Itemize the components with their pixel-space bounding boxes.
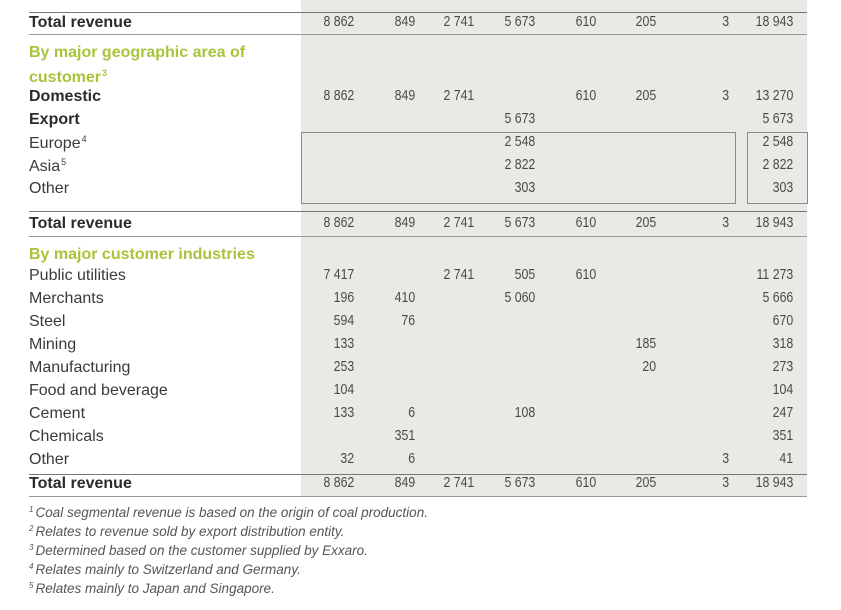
cell-value: 610 <box>575 215 596 231</box>
row-label: Merchants <box>29 290 104 307</box>
row-label: Export <box>29 111 80 128</box>
row-label: Domestic <box>29 88 102 105</box>
cell-value: 3 <box>722 475 729 491</box>
cell-value: 196 <box>333 290 354 306</box>
row-label: Manufacturing <box>29 359 131 376</box>
footnotes <box>29 502 629 597</box>
cell-value: 5 673 <box>504 14 535 30</box>
cell-value: 303 <box>514 180 535 196</box>
footnote-text: Determined based on the customer supplied by Exxaro. <box>35 543 368 558</box>
cell-value: 273 <box>772 359 793 375</box>
cell-value: 318 <box>772 336 793 352</box>
cell-value: 2 741 <box>443 267 474 283</box>
cell-value: 18 943 <box>755 475 793 491</box>
row-label: Asia$^5$ <box>29 157 67 175</box>
cell-value: 11 273 <box>756 267 793 283</box>
footnote-text: Relates mainly to Switzerland and Germany. <box>35 562 301 577</box>
cell-value: 594 <box>333 313 354 329</box>
footnote-marker: 3 <box>29 543 34 552</box>
footnote-text: Coal segmental revenue is based on the origin of coal production. <box>35 505 428 520</box>
cell-value: 2 741 <box>443 88 474 104</box>
cell-value: 18 943 <box>755 215 793 231</box>
footnote <box>29 502 629 521</box>
cell-value: 8 862 <box>323 215 354 231</box>
cell-value: 410 <box>394 290 415 306</box>
row-label: Other <box>29 180 70 197</box>
cell-value: 205 <box>635 475 656 491</box>
cell-value: 8 862 <box>323 14 354 30</box>
row-label: Food and beverage <box>29 382 168 399</box>
cell-value: 133 <box>333 405 354 421</box>
footnote-text: Relates to revenue sold by export distribution entity. <box>35 524 345 539</box>
cell-value: 205 <box>635 215 656 231</box>
cell-value: 185 <box>635 336 656 352</box>
cell-value: 849 <box>394 475 415 491</box>
row-label: Mining <box>29 336 77 353</box>
row-label: Cement <box>29 405 86 422</box>
cell-value: 610 <box>575 88 596 104</box>
cell-value: 5 060 <box>504 290 535 306</box>
cell-value: 104 <box>333 382 354 398</box>
footnote-marker: 4 <box>29 562 34 571</box>
rule-total-top <box>29 12 807 13</box>
rule-total-bottom <box>29 236 807 237</box>
cell-value: 20 <box>642 359 656 375</box>
row-label: Total revenue <box>29 475 132 492</box>
row-label: Europe$^4$ <box>29 134 87 152</box>
cell-value: 108 <box>514 405 535 421</box>
cell-value: 6 <box>408 451 415 467</box>
cell-value: 7 417 <box>323 267 354 283</box>
row-label: Total revenue <box>29 14 132 31</box>
cell-value: 5 673 <box>504 475 535 491</box>
cell-value: 2 741 <box>443 14 474 30</box>
export-total-box <box>747 132 808 204</box>
cell-value: 610 <box>575 267 596 283</box>
rule-total-top <box>29 474 807 475</box>
cell-value: 3 <box>722 14 729 30</box>
row-label: Chemicals <box>29 428 104 445</box>
rule-total-bottom <box>29 496 807 497</box>
cell-value: 18 943 <box>755 14 793 30</box>
footnote <box>29 540 629 559</box>
row-label: By major customer industries <box>29 246 255 263</box>
cell-value: 3 <box>722 88 729 104</box>
cell-value: 610 <box>575 475 596 491</box>
export-breakdown-box <box>301 132 736 204</box>
cell-value: 2 822 <box>504 157 535 173</box>
cell-value: 3 <box>722 451 729 467</box>
shaded-value-columns <box>301 0 807 496</box>
cell-value: 133 <box>333 336 354 352</box>
cell-value: 351 <box>772 428 793 444</box>
cell-value: 610 <box>575 14 596 30</box>
footnote-marker: 5 <box>61 157 67 167</box>
footnote-marker: 3 <box>102 68 108 78</box>
cell-value: 5 666 <box>762 290 793 306</box>
cell-value: 5 673 <box>504 215 535 231</box>
rule-total-bottom <box>29 34 807 35</box>
cell-value: 3 <box>722 215 729 231</box>
cell-value: 8 862 <box>323 475 354 491</box>
cell-value: 2 548 <box>504 134 535 150</box>
cell-value: 505 <box>514 267 535 283</box>
cell-value: 32 <box>340 451 354 467</box>
cell-value: 849 <box>394 88 415 104</box>
cell-value: 2 548 <box>762 134 793 150</box>
cell-value: 303 <box>772 180 793 196</box>
cell-value: 5 673 <box>504 111 535 127</box>
footnote-marker: 4 <box>81 134 87 144</box>
rule-total-top <box>29 211 807 212</box>
row-label: By major geographic area of customer$^3$ <box>29 44 246 86</box>
footnote-text: Relates mainly to Japan and Singapore. <box>35 581 275 596</box>
footnote-marker: 5 <box>29 581 34 590</box>
row-label: Total revenue <box>29 215 132 232</box>
row-label: Steel <box>29 313 66 330</box>
cell-value: 351 <box>394 428 415 444</box>
cell-value: 247 <box>772 405 793 421</box>
cell-value: 6 <box>408 405 415 421</box>
cell-value: 2 822 <box>762 157 793 173</box>
cell-value: 253 <box>333 359 354 375</box>
cell-value: 5 673 <box>762 111 793 127</box>
cell-value: 205 <box>635 88 656 104</box>
cell-value: 205 <box>635 14 656 30</box>
row-label: Other <box>29 451 70 468</box>
cell-value: 8 862 <box>323 88 354 104</box>
footnote-marker: 1 <box>29 505 34 514</box>
cell-value: 2 741 <box>443 475 474 491</box>
footnote <box>29 559 629 578</box>
cell-value: 41 <box>779 451 793 467</box>
cell-value: 76 <box>401 313 415 329</box>
cell-value: 849 <box>394 215 415 231</box>
footnote-marker: 2 <box>29 524 34 533</box>
row-label: Public utilities <box>29 267 126 284</box>
footnote <box>29 521 629 540</box>
footnote <box>29 578 629 597</box>
cell-value: 104 <box>772 382 793 398</box>
cell-value: 2 741 <box>443 215 474 231</box>
cell-value: 13 270 <box>755 88 793 104</box>
cell-value: 670 <box>772 313 793 329</box>
cell-value: 849 <box>394 14 415 30</box>
